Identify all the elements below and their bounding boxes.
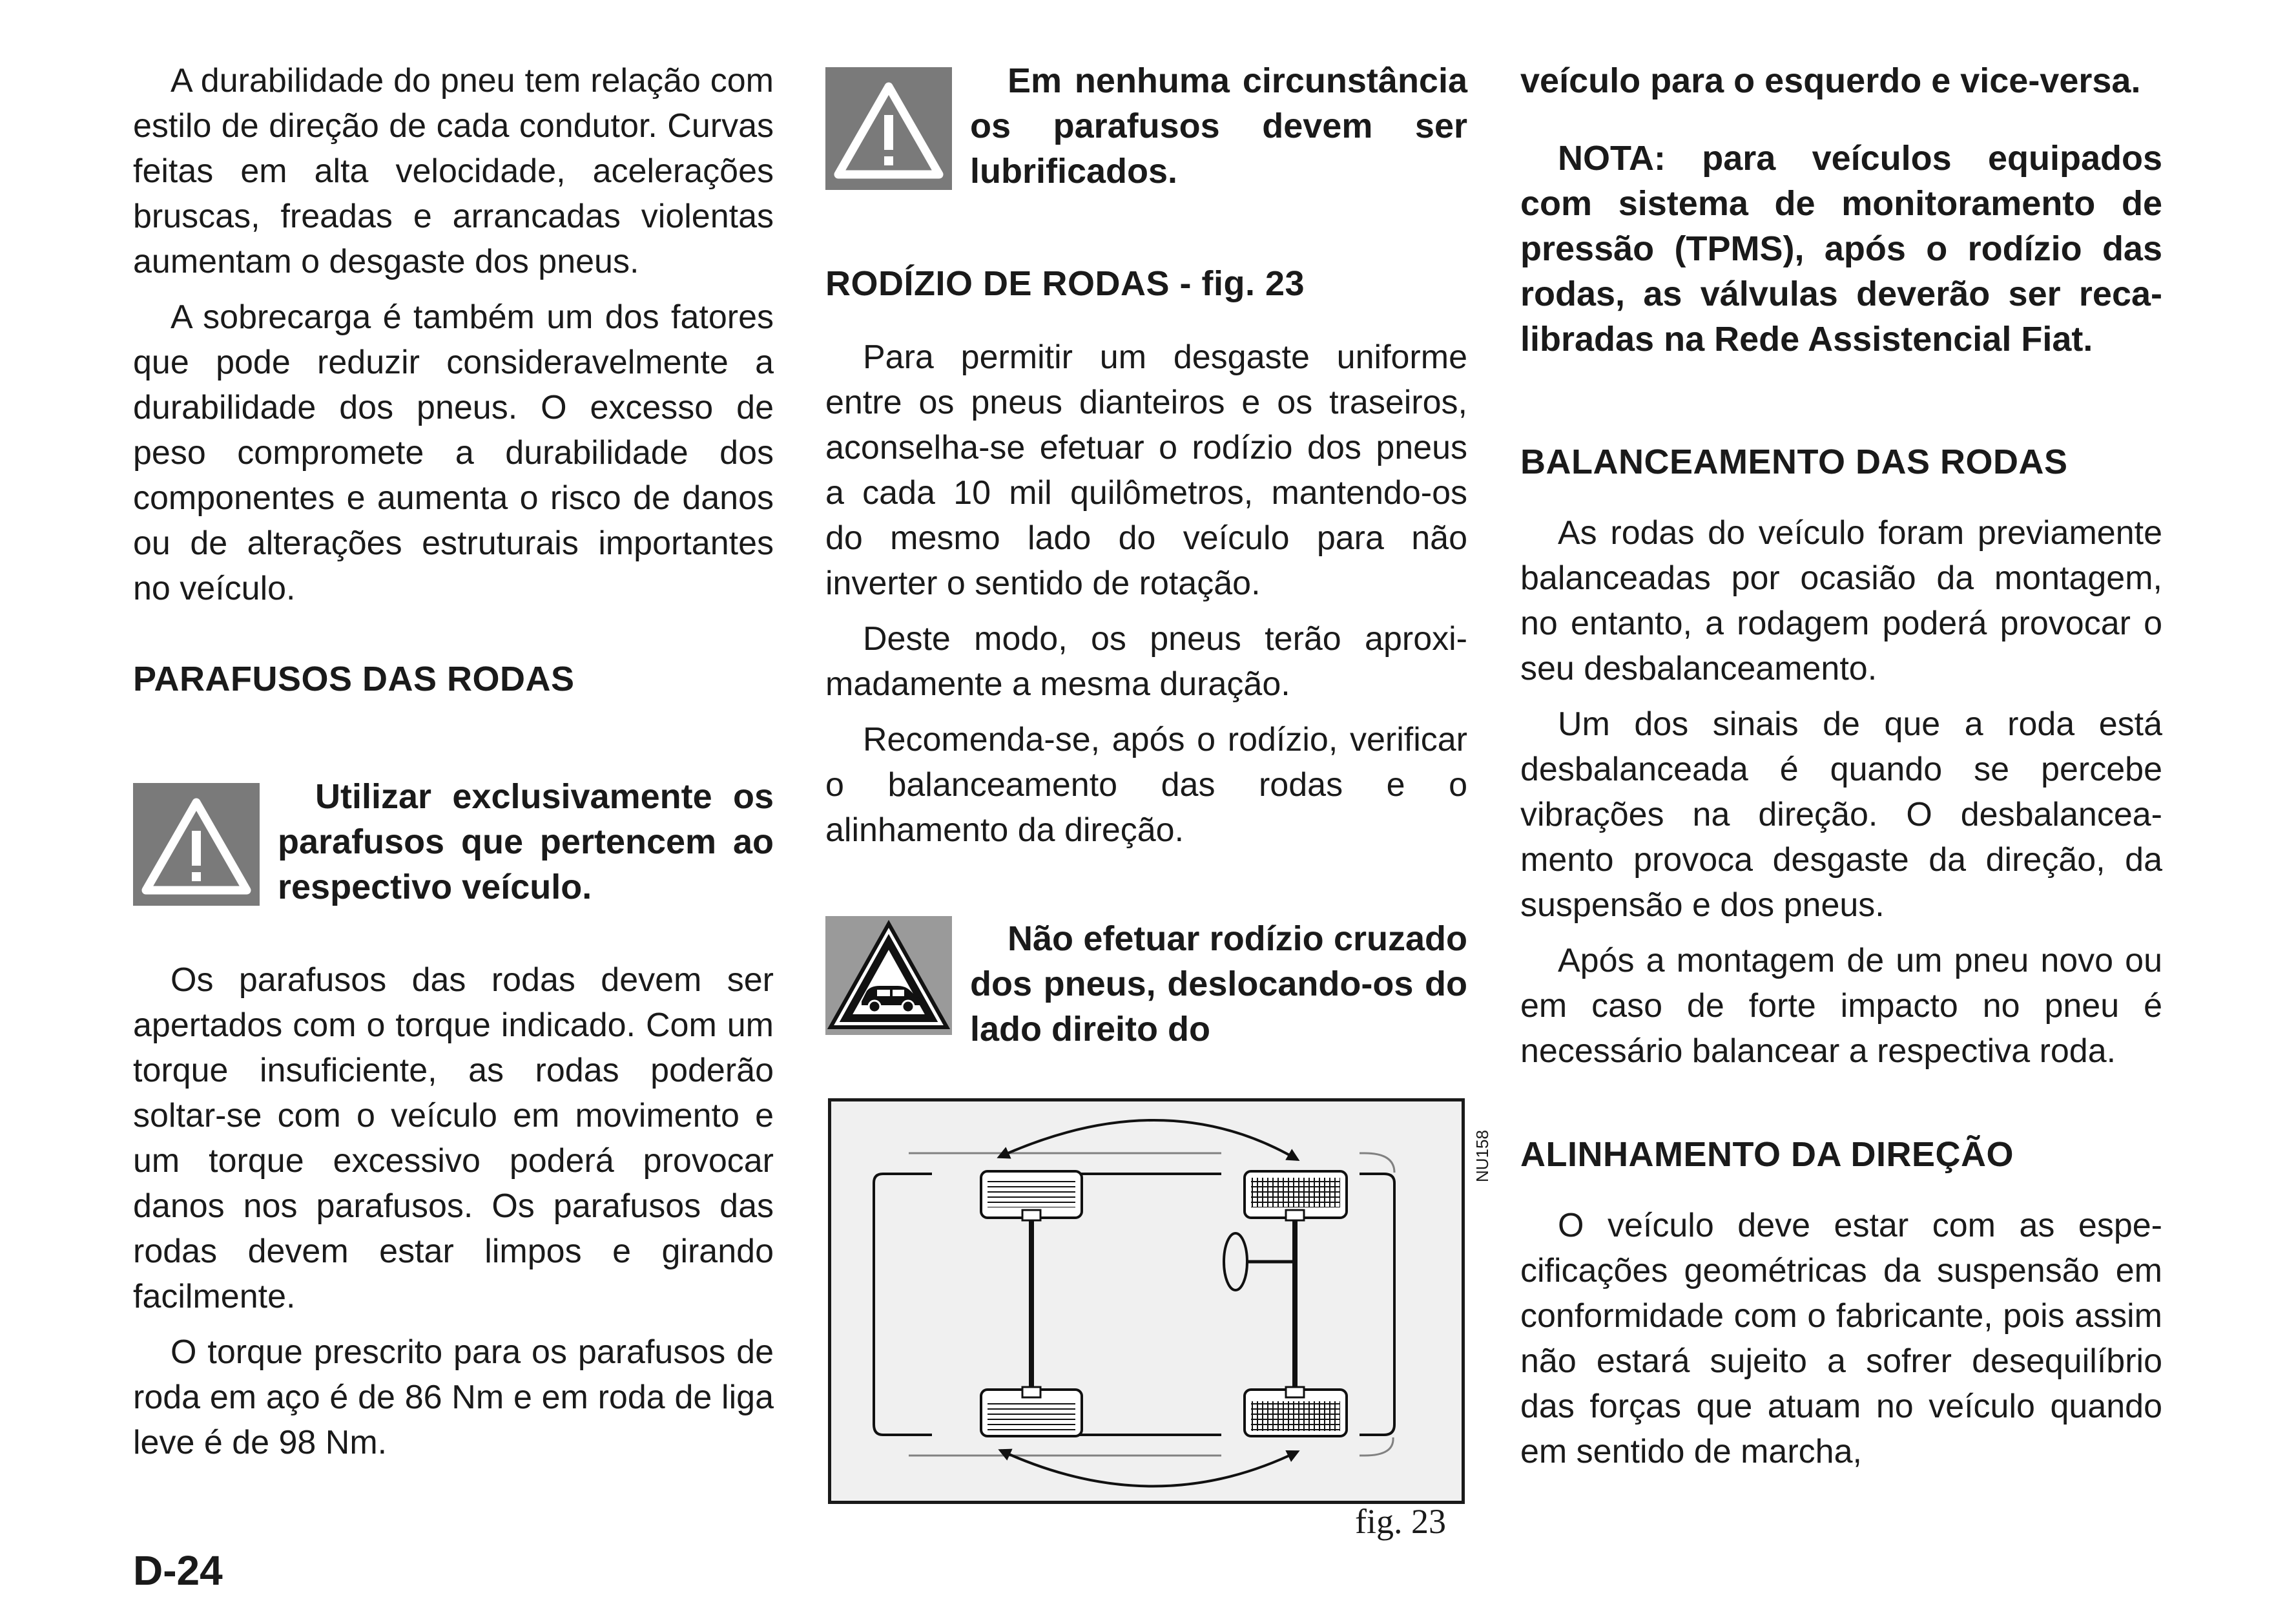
heading-rodizio: RODÍZIO DE RODAS - fig. 23 <box>825 264 1305 303</box>
paragraph-balanceamento-check: Recomenda-se, após o rodízio, verificar o balanceamento das rodas e o alinhamento da direção. <box>825 721 1467 849</box>
paragraph-tire-durability: A durabilidade do pneu tem relação com estilo de direção de cada condutor. Curvas feitas em alta velocidade, acelerações bruscas, freadas e arrancadas violentas aumentam o desgaste dos pneus. <box>133 62 774 280</box>
warning-lubrificacao <box>825 58 1467 194</box>
column-3 <box>1520 58 2162 1485</box>
paragraph-torque-values: O torque prescrito para os parafusos de roda em aço é de 86 Nm e em roda de liga leve é de 98 Nm. <box>133 1333 774 1461</box>
heading-balanceamento: BALANCEAMENTO DAS RODAS <box>1520 443 2068 481</box>
paragraph-torque: Os parafusos das rodas devem ser apertados com o torque indicado. Com um torque insuficiente, as rodas poderão soltar-se com o veículo em movimento e um torque excessivo poderá provocar danos nos parafusos. Os parafusos das rodas devem estar limpos e girando facilmente. <box>133 961 774 1315</box>
paragraph-duracao: Deste modo, os pneus terão aproximadamente a mesma duração. <box>825 620 1467 703</box>
paragraph-montagem: Após a montagem de um pneu novo ou em caso de forte impacto no pneu é necessário balancear a respectiva roda. <box>1520 942 2162 1070</box>
warning-continuation: veículo para o esquerdo e vice-versa. <box>1520 61 2141 100</box>
paragraph-overload: A sobrecarga é também um dos fatores que pode reduzir consideravelmente a durabilidade dos pneus. O excesso de peso compromete a durabilidade dos componentes e aumenta o risco de danos ou de alterações estruturais importantes no veículo. <box>133 298 774 607</box>
warning-rodizio-cruzado <box>825 916 1467 1052</box>
warning-text-parafusos: Utilizar exclusivamente os parafusos que pertencem ao respectivo veículo. <box>278 777 774 906</box>
column-2 <box>825 58 1467 1052</box>
heading-parafusos: PARAFUSOS DAS RODAS <box>133 660 575 698</box>
paragraph-alinhamento: O veículo deve estar com as especificações geométricas da suspensão em conformidade com o fabricante, pois assim não estará sujeito a sofrer desequilíbrio das forças que atuam no veículo quando em sentido de marcha, <box>1520 1207 2162 1470</box>
nota-tpms: NOTA: para veículos equipados com sistema de monitoramento de pressão (TPMS), após o rodízio das rodas, as válvulas deverão ser recalibradas na Rede Assistencial Fiat. <box>1520 139 2162 359</box>
paragraph-rodizio: Para permitir um desgaste uniforme entre os pneus dianteiros e os traseiros, aconselha-se efetuar o rodízio dos pneus a cada 10 mil quilômetros, mantendo-os do mesmo lado do veículo para não inverter o sentido de rotação. <box>825 339 1467 602</box>
heading-alinhamento: ALINHAMENTO DA DIREÇÃO <box>1520 1135 2014 1174</box>
figure-tire-rotation <box>828 1098 1465 1504</box>
figure-caption: fig. 23 <box>1355 1502 1446 1541</box>
car-warning-icon <box>825 916 952 1035</box>
page-number: D-24 <box>133 1547 223 1594</box>
warning-text-lubrificacao: Em nenhuma circunstância os parafusos devem ser lubrificados. <box>970 61 1467 191</box>
figure-code: NU158 <box>1473 1130 1492 1182</box>
paragraph-sinais: Um dos sinais de que a roda está desbalanceada é quando se percebe vibrações na direção. O desbalanceamento provoca desgaste da direção, da suspensão e dos pneus. <box>1520 705 2162 924</box>
paragraph-balanceadas: As rodas do veículo foram previamente balanceadas por ocasião da montagem, no entanto, a rodagem poderá provocar o seu desbalanceamento. <box>1520 514 2162 687</box>
column-1 <box>133 58 774 1476</box>
warning-parafusos <box>133 774 774 910</box>
warning-triangle-icon <box>133 783 260 906</box>
warning-triangle-icon <box>825 67 952 190</box>
warning-text-rodizio: Não efetuar rodízio cruzado dos pneus, deslocando-os do lado direito do <box>970 919 1467 1049</box>
tire-rotation-diagram <box>831 1101 1462 1501</box>
